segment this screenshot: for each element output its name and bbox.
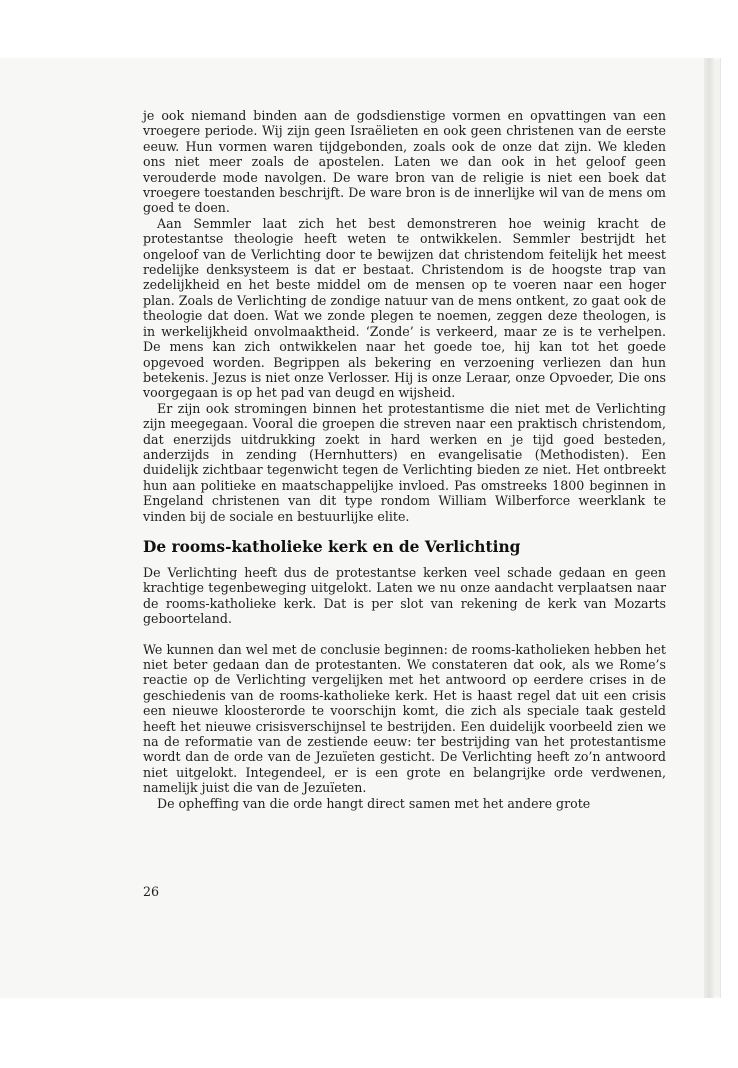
- paragraph-section-intro: De Verlichting heeft dus de protestantse kerken veel schade gedaan en geen krachtige tegenbeweging uitgelokt. Laten we nu onze aandacht verplaatsen naar de rooms-katholieke kerk. Dat is per slot van rekening de kerk van Mozarts geboorteland.: [143, 564, 666, 627]
- section-heading: De rooms-katholieke kerk en de Verlichting: [143, 537, 521, 556]
- paragraph-continuation: je ook niemand binden aan de godsdienstige vormen en opvattingen van een vroegere periode. Wij zijn geen Israëlieten en ook geen christenen van de eerste eeuw. Hun vormen waren tijdgebonden, zoals ook de onze dat zijn. We kleden ons niet meer zoals de apostelen. Laten we dan ook in het geloof geen verouderde mode navolgen. De ware bron van de religie is niet een boek dat vroegere toestanden beschrijft. De ware bron is de innerlijke wil van de mens om goed te doen.: [143, 108, 666, 216]
- page-number: 26: [143, 884, 160, 899]
- paragraph-gap: [143, 627, 666, 642]
- body-text: [143, 108, 666, 811]
- paragraph-stromingen: Er zijn ook stromingen binnen het protestantisme die niet met de Verlichting zijn meegegaan. Vooral die groepen die streven naar een praktisch christendom, dat enerzijds uitdrukking zoekt in hard werken en je tijd goed besteden, anderzijds in zending (Hernhutters) en evangelisatie (Methodisten). Een duidelijk zichtbaar tegenwicht tegen de Verlichting bieden ze niet. Het ontbreekt hun aan politieke en maatschappelijke invloed. Pas omstreeks 1800 beginnen in Engeland christenen van dit type rondom William Wilberforce weerklank te vinden bij de sociale en bestuurlijke elite.: [143, 400, 666, 524]
- paragraph-conclusie: We kunnen dan wel met de conclusie beginnen: de rooms-katholieken hebben het niet beter gedaan dan de protestanten. We constateren dat ook, als we Rome’s reactie op de Verlichting vergelijken met het antwoord op eerdere crises in de geschiedenis van de rooms-katholieke kerk. Het is haast regel dat uit een crisis een nieuwe kloosterorde te voorschijn komt, die zich als speciale taak gesteld heeft het nieuwe crisisverschijnsel te bestrijden. Een duidelijk voorbeeld zien we na de reformatie van de zestiende eeuw: ter bestrijding van het protestantisme wordt dan de orde van de Jezuïeten gesticht. De Verlichting heeft zo’n antwoord niet uitgelokt. Integendeel, er is een grote en belangrijke orde verdwenen, namelijk juist die van de Jezuïeten.: [143, 641, 666, 796]
- paragraph-semmler: Aan Semmler laat zich het best demonstreren hoe weinig kracht de protestantse theologie heeft weten te ontwikkelen. Semmler bestrijdt het ongeloof van de Verlichting door te bewijzen dat christendom feitelijk het meest redelijke denksysteem is dat er bestaat. Christendom is de hoogste trap van zedelijkheid en het beste middel om de mensen op te voeren naar een hoger plan. Zoals de Verlichting de zondige natuur van de mens ontkent, zo gaat ook de theologie dat doen. Wat we zonde plegen te noemen, zeggen deze theologen, is in werkelijkheid onvolmaaktheid. ‘Zonde’ is verkeerd, maar ze is te verhelpen. De mens kan zich ontwikkelen naar het goede toe, hij kan tot het goede opgevoed worden. Begrippen als bekering en verzoening verliezen dan hun betekenis. Jezus is niet onze Verlosser. Hij is onze Leraar, onze Opvoeder, Die ons voorgegaan is op het pad van deugd en wijsheid.: [143, 215, 666, 401]
- paragraph-opheffing: De opheffing van die orde hangt direct samen met het andere grote: [157, 795, 591, 811]
- page-gutter-edge: [704, 58, 714, 998]
- page-outer-edge: [714, 60, 720, 996]
